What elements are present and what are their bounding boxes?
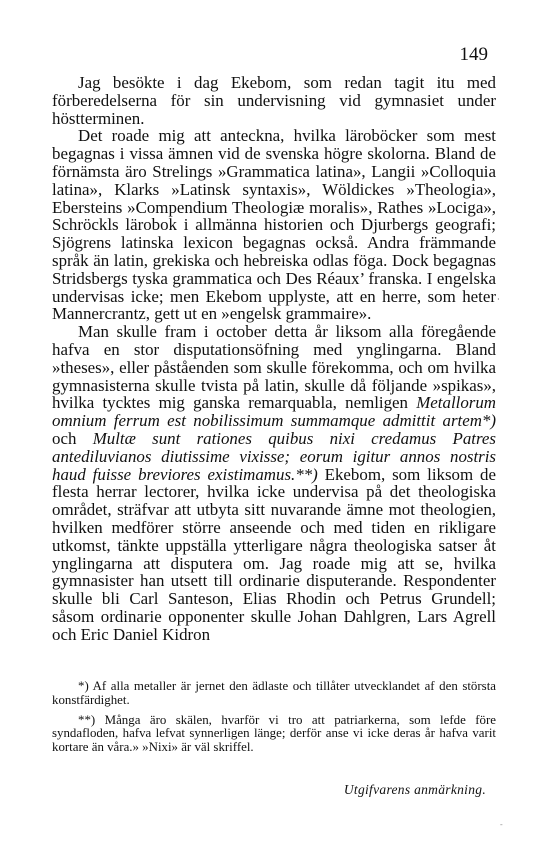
page-number: 149 (459, 44, 488, 65)
main-text (52, 74, 496, 644)
paragraph-1: Jag besökte i dag Ekebom, som redan tagit itu med förberedelserna för sin undervisning vid gymnasiet under höstterminen. (52, 73, 496, 128)
latin-thesis-1: Metallorum omnium ferrum est nobilissimum summamque admittit artem*) (52, 393, 496, 431)
footnote-1: *) Af alla metaller är jernet den ädlaste och tillåter utvecklandet af den största konstfärdighet. (52, 679, 496, 707)
paragraph-3 (52, 323, 496, 643)
latin-thesis-2: Multæ sunt rationes quibus nixi credamus Patres antediluvianos diutissime vixisse; eorum igitur annos nostris haud fuisse breviores existimamus.**) (52, 428, 496, 484)
editor-note-signature: Utgifvarens anmärkning. (343, 782, 486, 797)
paragraph-3-conjunction: och (52, 428, 93, 448)
footnotes (52, 680, 496, 761)
footnote-2: **) Många äro skälen, hvarför vi tro att patriarkerna, som lefde före syndafloden, hafva lefvat synnerligen länge; derför anse vi icke deras år hafva varit kortare än våra.» »Nixi» är väl skriffel. (52, 712, 496, 755)
paragraph-3-intro: Man skulle fram i october detta år liksom alla föregående hafva en stor disputationsöfning med ynglingarna. Bland »theses», eller påståenden som skulle förekomma, och om hvilka gymnasisterna skulle tvista på latin, skulle då följande »spikas», hvilka tycktes mig ganska remarquabla, nemligen (52, 322, 496, 413)
paragraph-2: Det roade mig att anteckna, hvilka läroböcker som mest begagnas i vissa ämnen vid de svenska högre skolorna. Bland de förnämsta äro Strelings »Grammatica latina», Langii »Colloquia latina», Klarks »Latinsk syntaxis», Wöldickes »Theologia», Ebersteins »Compendium Theologiæ moralis», Rathes »Lociga», Schröckls lärobok i allmänna historien och Djurbergs geografi; Sjögrens latinska lexicon begagnas också. Andra främmande språk än latin, grekiska och hebreiska odlas föga. Dock begagnas Stridsbergs tyska grammatica och Des Réaux’ franska. I engelska undervisas icke; men Ekebom upplyste, att en herre, som heter Mannercrantz, gett ut en »engelsk grammaire». (52, 126, 496, 324)
margin-dot: · (497, 295, 500, 304)
corner-mark: - (500, 820, 503, 829)
paragraph-3-continuation: Ekebom, som liksom de flesta herrar lectorer, hvilka icke undervisa på det theologiska området, sträfvar att utbyta sitt nuvarande ämne mot theologien, hvilken medförer större anseende och med tiden en rikligare utkomst, tänkte uppställa ytterligare några theologiska satser åt ynglingarna att disputera om. Jag roade mig att se, hvilka gymnasister han utsett till ordinarie disputerande. Respondenter skulle bli Carl Santeson, Elias Rhodin och Petrus Grundell; såsom ordinarie opponenter skulle Johan Dahlgren, Lars Agrell och Eric Daniel Kidron (52, 464, 496, 644)
